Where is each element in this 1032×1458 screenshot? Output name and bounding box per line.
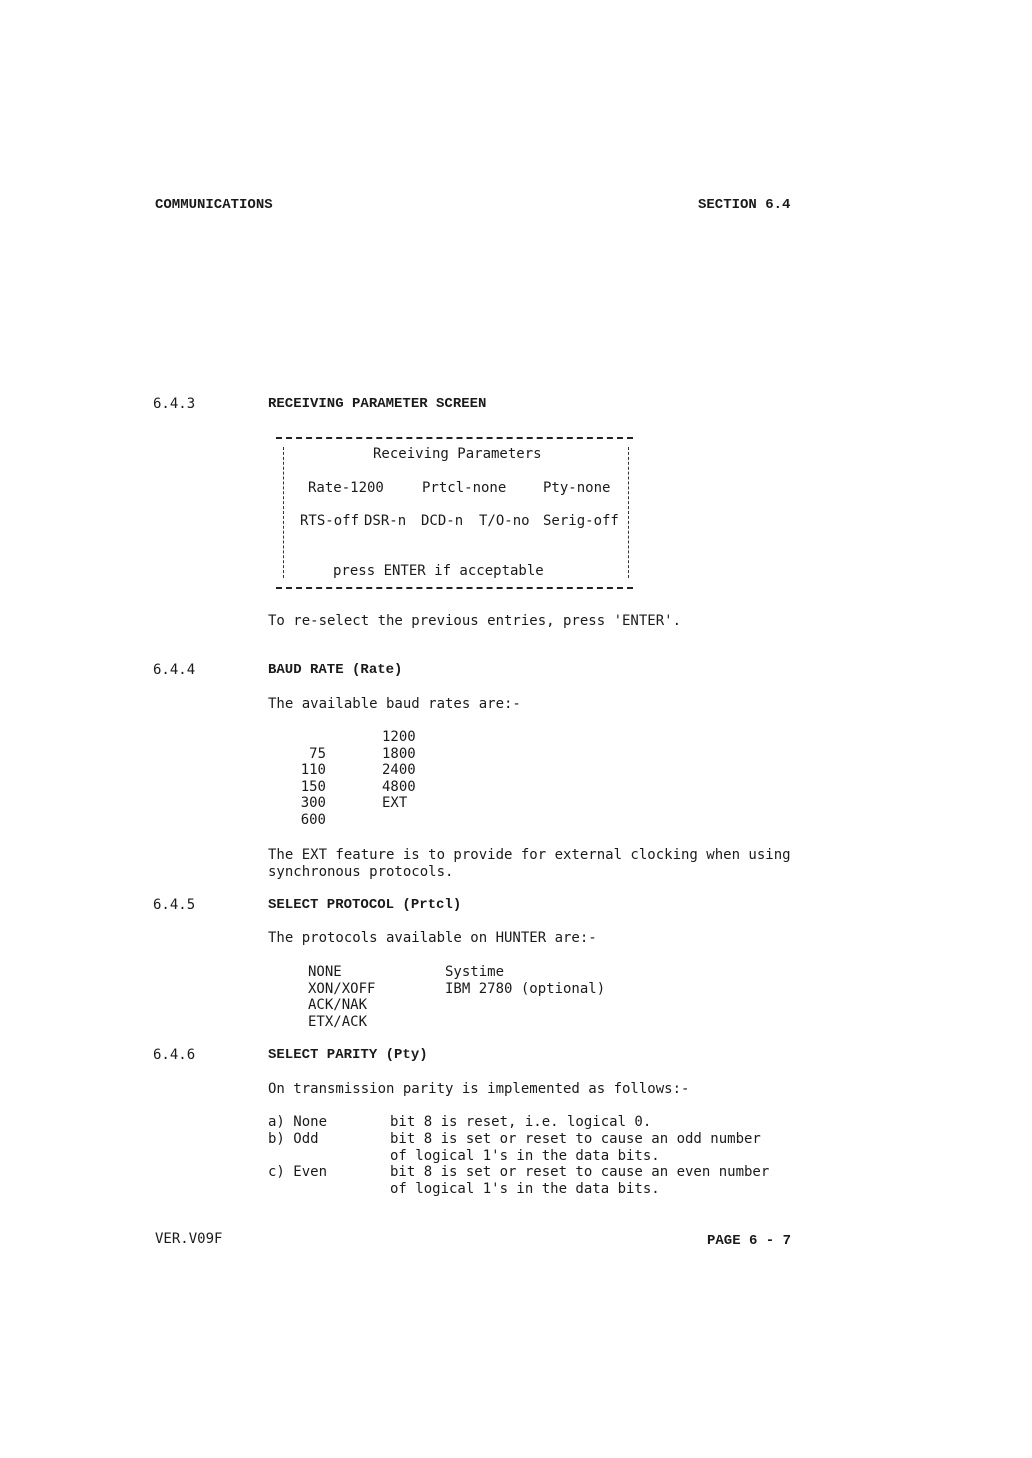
baud-rate: 300 bbox=[300, 795, 326, 812]
protocol-item: ETX/ACK bbox=[308, 1013, 368, 1030]
header-right: SECTION 6.4 bbox=[698, 197, 791, 213]
ext-text-line-1: The EXT feature is to provide for external clocking when using bbox=[268, 847, 791, 863]
section-number: 6.4.6 bbox=[153, 1047, 196, 1063]
screen-prompt: press ENTER if acceptable bbox=[333, 563, 544, 579]
parity-label: b) Odd bbox=[268, 1131, 319, 1147]
baud-rate bbox=[290, 729, 326, 746]
screen-protocol: Prtcl-none bbox=[422, 480, 507, 496]
protocol-item: XON/XOFF bbox=[308, 980, 376, 997]
section-title: SELECT PARITY (Pty) bbox=[268, 1047, 428, 1063]
parity-intro: On transmission parity is implemented as follows:- bbox=[268, 1081, 690, 1097]
screen-dcd: DCD-n bbox=[421, 513, 464, 529]
protocol-item: NONE bbox=[308, 964, 342, 980]
screen-parity: Pty-none bbox=[543, 480, 611, 496]
section-title: BAUD RATE (Rate) bbox=[268, 662, 403, 678]
box-top-border bbox=[276, 437, 633, 439]
footer-page-number: PAGE 6 - 7 bbox=[707, 1233, 792, 1249]
protocol-item: IBM 2780 (optional) bbox=[445, 980, 606, 997]
protocol-item: ACK/NAK bbox=[308, 997, 368, 1014]
baud-rate: 75 bbox=[309, 745, 326, 762]
screen-title: Receiving Parameters bbox=[373, 446, 542, 462]
screen-dsr: DSR-n bbox=[364, 513, 407, 529]
baud-rate: 600 bbox=[300, 811, 326, 828]
baud-rate: 1200 bbox=[382, 729, 416, 745]
header-left: COMMUNICATIONS bbox=[155, 197, 273, 213]
parity-label: c) Even bbox=[268, 1164, 328, 1180]
section-title: SELECT PROTOCOL (Prtcl) bbox=[268, 897, 462, 913]
ext-text-line-2: synchronous protocols. bbox=[268, 864, 454, 880]
baud-column-1 bbox=[290, 729, 326, 829]
protocols-intro: The protocols available on HUNTER are:- bbox=[268, 930, 597, 946]
section-number: 6.4.4 bbox=[153, 662, 196, 678]
screen-timeout: T/O-no bbox=[479, 513, 530, 529]
baud-rate: EXT bbox=[382, 795, 408, 812]
baud-column-2 bbox=[382, 729, 416, 812]
screen-rts: RTS-off bbox=[300, 513, 360, 529]
protocol-item: Systime bbox=[445, 964, 505, 980]
parity-description: bit 8 is set or reset to cause an odd number bbox=[390, 1131, 761, 1147]
parity-label: a) None bbox=[268, 1114, 328, 1130]
baud-rate: 1800 bbox=[382, 745, 416, 762]
baud-rate: 150 bbox=[300, 778, 326, 795]
section-number: 6.4.5 bbox=[153, 897, 196, 913]
box-left-border bbox=[283, 447, 284, 578]
baud-rate: 4800 bbox=[382, 778, 416, 795]
baud-rate: 110 bbox=[300, 762, 326, 779]
parity-description: bit 8 is reset, i.e. logical 0. bbox=[390, 1114, 652, 1130]
parity-description: bit 8 is set or reset to cause an even number bbox=[390, 1164, 770, 1180]
box-bottom-border bbox=[276, 587, 633, 589]
parity-description: of logical 1's in the data bits. bbox=[390, 1181, 660, 1197]
screen-rate: Rate-1200 bbox=[308, 480, 384, 496]
section-number: 6.4.3 bbox=[153, 396, 196, 412]
baud-intro: The available baud rates are:- bbox=[268, 696, 521, 712]
protocol-column-1 bbox=[308, 964, 375, 1030]
footer-version: VER.V09F bbox=[155, 1231, 223, 1247]
baud-rate: 2400 bbox=[382, 762, 416, 779]
reselect-text: To re-select the previous entries, press 'ENTER'. bbox=[268, 613, 682, 629]
screen-serig: Serig-off bbox=[543, 513, 619, 529]
parity-description: of logical 1's in the data bits. bbox=[390, 1148, 660, 1164]
box-right-border bbox=[628, 447, 629, 578]
section-title: RECEIVING PARAMETER SCREEN bbox=[268, 396, 487, 412]
protocol-column-2 bbox=[445, 964, 605, 997]
